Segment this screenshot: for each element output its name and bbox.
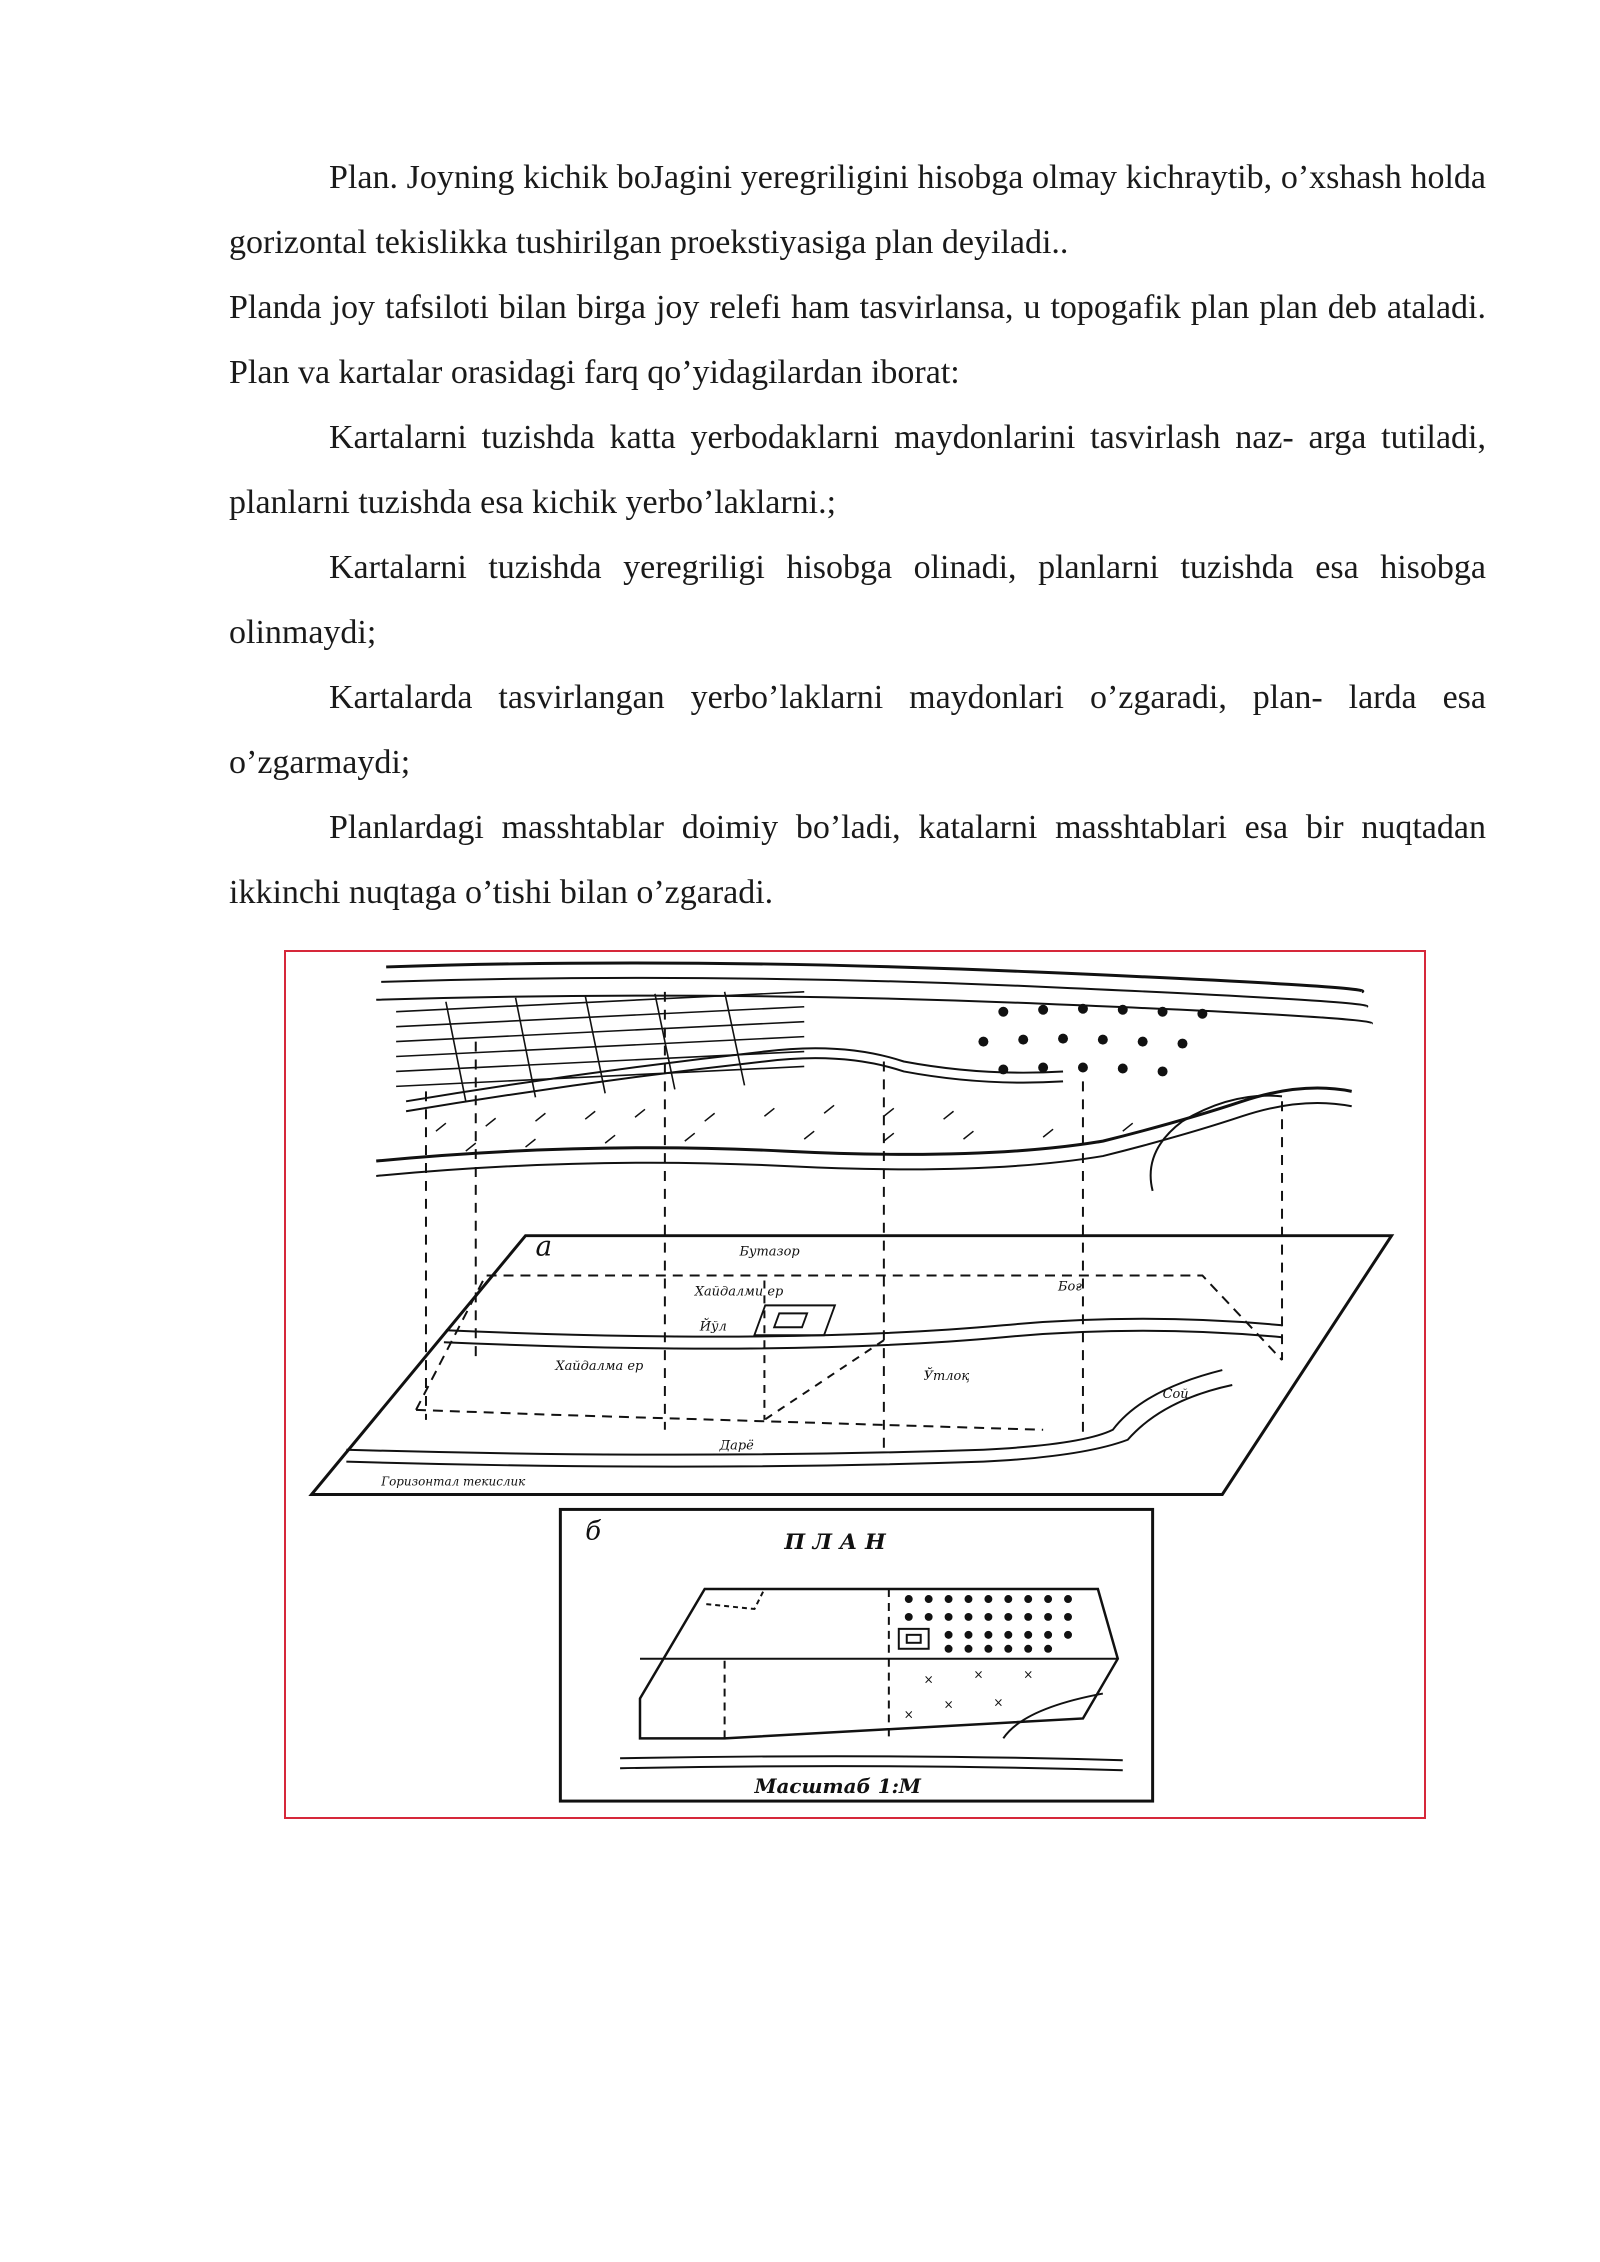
label-horizontal-plane: Горизонтал текислик xyxy=(381,1474,526,1489)
label-haydalma-yer: Хайдалма ер xyxy=(555,1359,644,1375)
svg-text:×: × xyxy=(993,1695,1004,1710)
svg-text:×: × xyxy=(1023,1667,1034,1682)
plan-orchard-dots xyxy=(905,1595,1072,1653)
figure-illustration xyxy=(286,952,1424,1817)
plan-scale: Масштаб 1:М xyxy=(754,1774,921,1799)
paragraph: Kartalarni tuzishda katta yerbodaklarni maydonlarini tasvirlash naz- arga tutiladi, planlarni tuzishda esa kichik yerbo’laklarni.; xyxy=(229,419,1486,521)
terrain-plan-figure xyxy=(284,950,1426,1819)
svg-text:×: × xyxy=(903,1707,914,1722)
plan-title: П Л А Н xyxy=(784,1529,886,1556)
part-a-letter: a xyxy=(535,1229,553,1263)
svg-text:×: × xyxy=(943,1697,954,1712)
paragraph: Planlardagi masshtablar doimiy bo’ladi, katalarni masshtablari esa bir nuqtadan ikkinchi nuqtaga o’tishi bilan o’zgaradi. xyxy=(229,809,1486,911)
landscape-drawing xyxy=(312,963,1392,1495)
part-b-letter: б xyxy=(585,1516,602,1547)
label-butazor: Бутазор xyxy=(739,1244,800,1260)
label-bog: Боғ xyxy=(1058,1279,1082,1295)
paragraph: Kartalarni tuzishda yeregriligi hisobga olinadi, planlarni tuzishda esa hisobga olinmaydi; xyxy=(229,549,1486,651)
svg-text:×: × xyxy=(923,1672,934,1687)
paragraph: Planda joy tafsiloti bilan birga joy relefi ham tasvirlansa, u topogafik plan plan deb ataladi. Plan va kartalar orasidagi farq qo’yidagilardan iborat: xyxy=(229,289,1486,391)
body-text xyxy=(229,145,1486,925)
paragraph: Plan. Joyning kichik boJagini yeregriligini hisobga olmay kichraytib, o’xshash holda gorizontal tekislikka tushirilgan proekstiyasiga plan deyiladi.. xyxy=(229,159,1486,261)
paragraph: Kartalarda tasvirlangan yerbo’laklarni maydonlari o’zgaradi, plan- larda esa o’zgarmaydi; xyxy=(229,679,1486,781)
svg-text:×: × xyxy=(973,1667,984,1682)
plan-meadow-marks xyxy=(904,1668,1033,1722)
label-daryo: Дарё xyxy=(719,1438,754,1454)
label-yul: Йўл xyxy=(699,1319,727,1335)
label-utloq: Ўтлоқ xyxy=(923,1369,970,1385)
label-haydalmi-yer: Хайдалми ер xyxy=(694,1284,784,1300)
label-soy: Сой xyxy=(1162,1386,1189,1402)
